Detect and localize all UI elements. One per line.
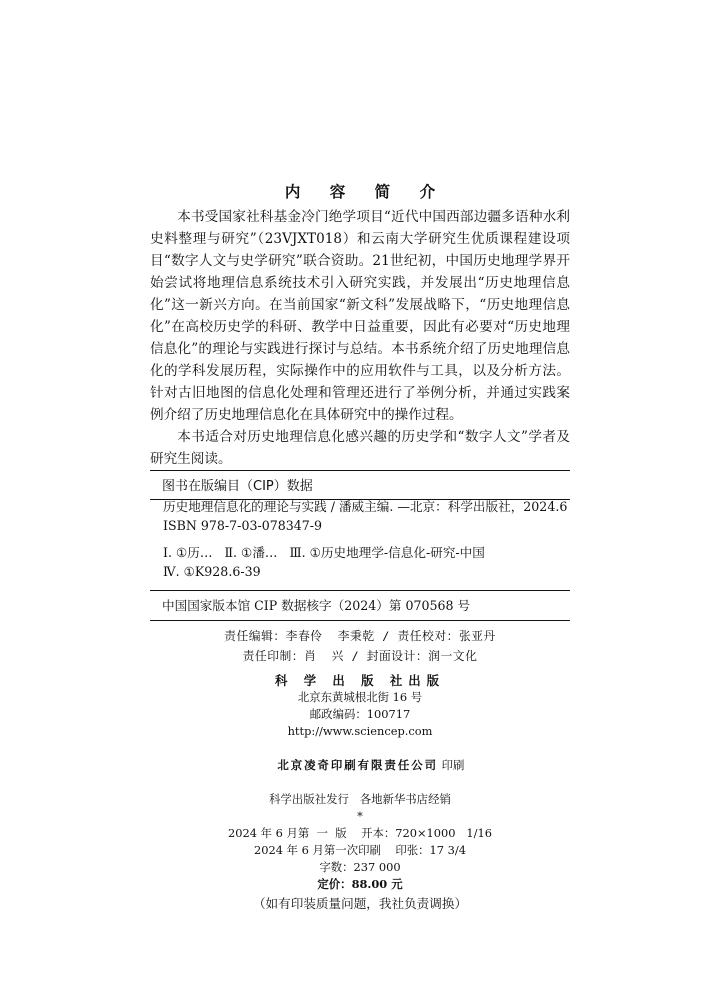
cip-isbn-line: ISBN 978-7-03-078347-9 [163, 518, 323, 533]
credits-block [0, 626, 720, 666]
price: 定价：88.00 元 [317, 877, 403, 891]
publisher-url: http://www.sciencep.com [287, 724, 433, 738]
publisher-block [0, 672, 720, 912]
cip-record [163, 497, 568, 581]
summary-paragraph-1: 本书受国家社科基金冷门绝学项目“近代中国西部边疆多语种水利史料整理与研究”（23VJXT018）和云南大学研究生优质课程建设项目“数字人文与史学研究”联合资助。21世纪初，中国历史地理学界开始尝试将地理信息系统技术引入研究实践，并发展出“历史地理信息化”这一新兴方向。在当前国家“新文科”发展战略下，“历史地理信息化”在高校历史学的科研、教学中日益重要，因此有必要对“历史地理信息化”的理论与实践进行探讨与总结。本书系统介绍了历史地理信息化的学科发展历程，实际操作中的应用软件与工具，以及分析方法。针对古旧地图的信息化处理和管理还进行了举例分析，并通过实践案例介绍了历史地理信息化在具体研究中的操作过程。 [150, 209, 570, 423]
publisher-postcode: 邮政编码：100717 [309, 707, 411, 721]
word-count: 字数：237 000 [319, 860, 401, 874]
cip-verification-number: 中国国家版本馆 CIP 数据核字（2024）第 070568 号 [150, 590, 570, 621]
printer-name: 北京凌奇印刷有限责任公司 [277, 758, 439, 772]
printer-suffix: 印刷 [438, 758, 465, 772]
cip-heading: 图书在版编目（CIP）数据 [150, 470, 570, 500]
cip-classification-line: Ⅰ. ①历… Ⅱ. ①潘… Ⅲ. ①历史地理学-信息化-研究-中国 [163, 545, 485, 560]
publisher-address: 北京东黄城根北街 16 号 [297, 690, 423, 704]
distribution-line: 科学出版社发行 各地新华书店经销 [269, 792, 451, 806]
cip-title-line: 历史地理信息化的理论与实践 / 潘威主编. —北京：科学出版社，2024.6 [163, 499, 568, 514]
summary-title: 内 容 简 介 [284, 183, 448, 201]
publisher-name: 科 学 出 版 社出版 [275, 673, 445, 688]
printer-line [0, 740, 720, 791]
summary-block [150, 206, 570, 470]
production-credits: 责任印制：肖 兴 / 封面设计：润一文化 [242, 649, 478, 663]
quality-note: （如有印装质量问题，我社负责调换） [252, 896, 468, 911]
edition-line: 2024 年 6 月第 一 版 开本：720×1000 1/16 [228, 826, 492, 840]
summary-paragraph-2: 本书适合对历史地理信息化感兴趣的历史学和“数字人文”学者及研究生阅读。 [150, 429, 570, 467]
separator-star: * [357, 809, 363, 823]
cip-class-number-line: Ⅳ. ①K928.6-39 [163, 564, 261, 579]
printing-line: 2024 年 6 月第一次印刷 印张：17 3/4 [254, 843, 466, 857]
editor-credits: 责任编辑：李春伶 李秉乾 / 责任校对：张亚丹 [224, 629, 496, 643]
